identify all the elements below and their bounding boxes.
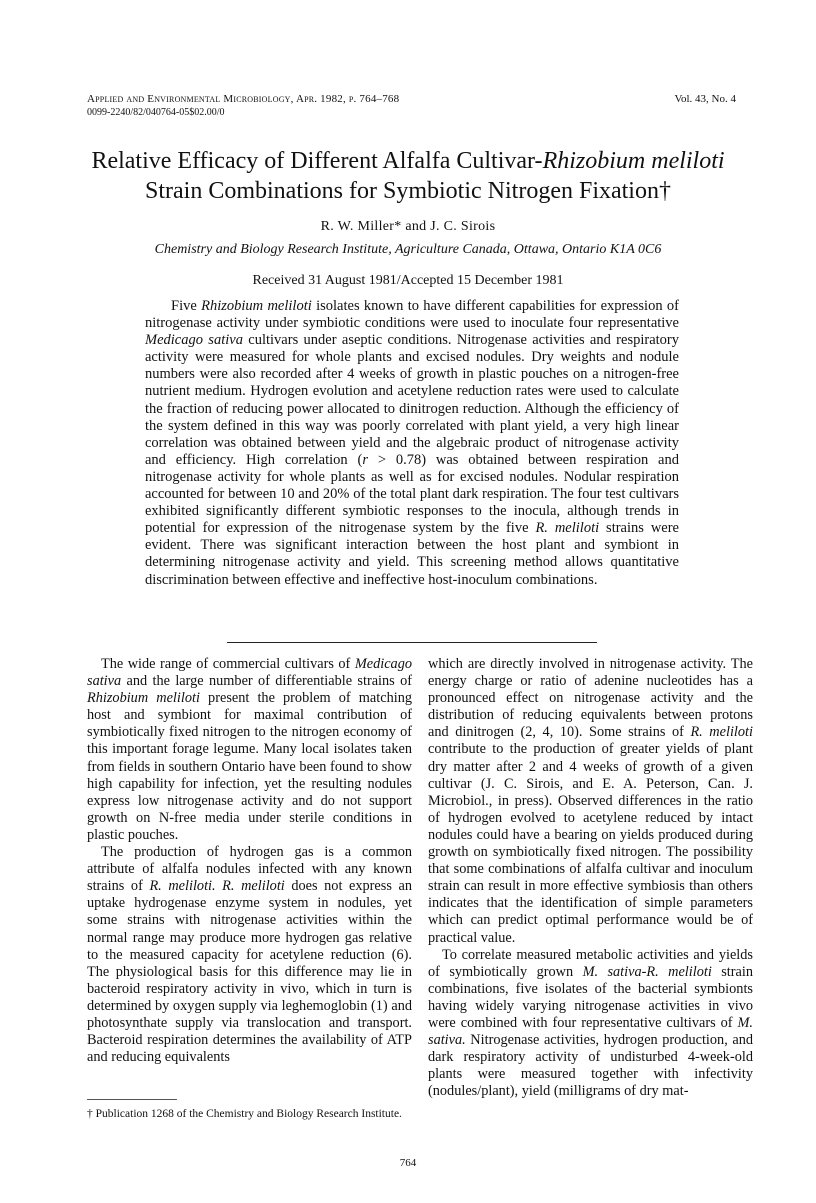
body-column-right <box>428 656 753 1100</box>
abstract: Five Rhizobium meliloti isolates known to have different capabilities for expression of nitrogenase activity under symbiotic conditions were used to inoculate four representative Medicago sativa cultivars under aseptic conditions. Nitrogenase activities and respiratory activity were measured for whole plants and excised nodules. Dry weights and nodule numbers were also recorded after 4 weeks of growth in plastic pouches on a nitrogen-free nutrient medium. Hydrogen evolution and acetylene reduction rates were used to calculate the fraction of reducing power allocated to dinitrogen reduction. Although the efficiency of the system defined in this way was poorly correlated with plant yield, a very high linear correlation was obtained between yield and the algebraic product of nitrogenase activity and efficiency. High correlation (r > 0.78) was obtained between respiration and nitrogenase activity for whole plants as well as for excised nodules. Nodular respiration accounted for between 10 and 20% of the total plant dark respiration. The four test cultivars exhibited significantly different symbiotic responses to the inocula, although trends in potential for expression of the nitrogenase system by the five R. meliloti strains were evident. There was significant interaction between the host plant and symbiont in determining nitrogenase activity and yield. This screening method allows quantitative discrimination between effective and ineffective host-inoculum combinations. <box>145 298 679 588</box>
paragraph: which are directly involved in nitrogenase activity. The energy charge or ratio of adenine nucleotides has a pronounced effect on nitrogenase activity and the distribution of reducing equivalents between protons and dinitrogen (2, 4, 10). Some strains of R. meliloti contribute to the production of greater yields of plant dry matter after 2 and 4 weeks of growth of a given cultivar (J. C. Sirois, and E. A. Peterson, Can. J. Microbiol., in press). Observed differences in the ratio of hydrogen evolved to acetylene reduced by intact nodules could have a bearing on yields produced during growth on symbiotically fixed nitrogen. The possibility that some combinations of alfalfa cultivar and inoculum strain can result in more effective symbiosis than others indicates that the identification of simple parameters which can predict optimal performance would be of practical value. <box>428 656 753 946</box>
volume-number: Vol. 43, No. 4 <box>674 93 736 105</box>
article-code: 0099-2240/82/040764-05$02.00/0 <box>87 107 225 118</box>
paragraph: To correlate measured metabolic activities and yields of symbiotically grown M. sativa-R. meliloti strain combinations, five isolates of the bacterial symbionts having widely varying nitrogenase activities in vivo were combined with four representative cultivars of M. sativa. Nitrogenase activities, hydrogen production, and dark respiratory activity of undisturbed 4-week-old plants were measured together with infectivity (nodules/plant), yield (milligrams of dry mat- <box>428 946 754 1100</box>
running-header <box>87 93 399 119</box>
paragraph: The wide range of commercial cultivars of Medicago sativa and the large number of differentiable strains of Rhizobium meliloti present the problem of matching host and symbiont for maximal contribution of symbiotically fixed nitrogen to the nitrogen economy of this important forage legume. Many local isolates taken from fields in southern Ontario have been found to show high capability for infection, yet the resulting nodules express low nitrogenase activity and do not support growth on N-free media under sterile conditions in plastic pouches. <box>87 656 412 843</box>
paragraph: The production of hydrogen gas is a common attribute of alfalfa nodules infected with any known strains of R. meliloti. R. meliloti does not express an uptake hydrogenase enzyme system in nodules, yet some strains with nitrogenase activities within the normal range may produce more hydrogen gas relative to the measured capacity for acetylene reduction (6). The physiological basis for this difference may lie in bacteroid respiratory activity in vivo, which in turn is determined by oxygen supply via leghemoglobin (1) and photosynthate supply via translocation and transport. Bacteroid respiration determines the availability of ATP and reducing equivalents <box>87 844 412 1066</box>
footnote-divider <box>87 1099 177 1100</box>
affiliation: Chemistry and Biology Research Institute, Agriculture Canada, Ottawa, Ontario K1A 0C6 <box>154 242 662 257</box>
article-title: Relative Efficacy of Different Alfalfa Cultivar-Rhizobium meliloti Strain Combinations for Symbiotic Nitrogen Fixation† <box>91 148 725 204</box>
dagger-mark: † <box>658 178 671 204</box>
received-dates: Received 31 August 1981/Accepted 15 December 1981 <box>252 273 564 288</box>
body-column-left <box>87 656 412 1066</box>
footnote: † Publication 1268 of the Chemistry and Biology Research Institute. <box>87 1108 402 1120</box>
journal-citation: Applied and Environmental Microbiology, Apr. 1982, p. 764–768 <box>87 93 400 105</box>
corresponding-author-mark: * <box>394 219 402 234</box>
abstract-divider <box>227 642 597 643</box>
page-number: 764 <box>399 1157 417 1169</box>
author-list: R. W. Miller* and J. C. Sirois <box>320 219 496 234</box>
